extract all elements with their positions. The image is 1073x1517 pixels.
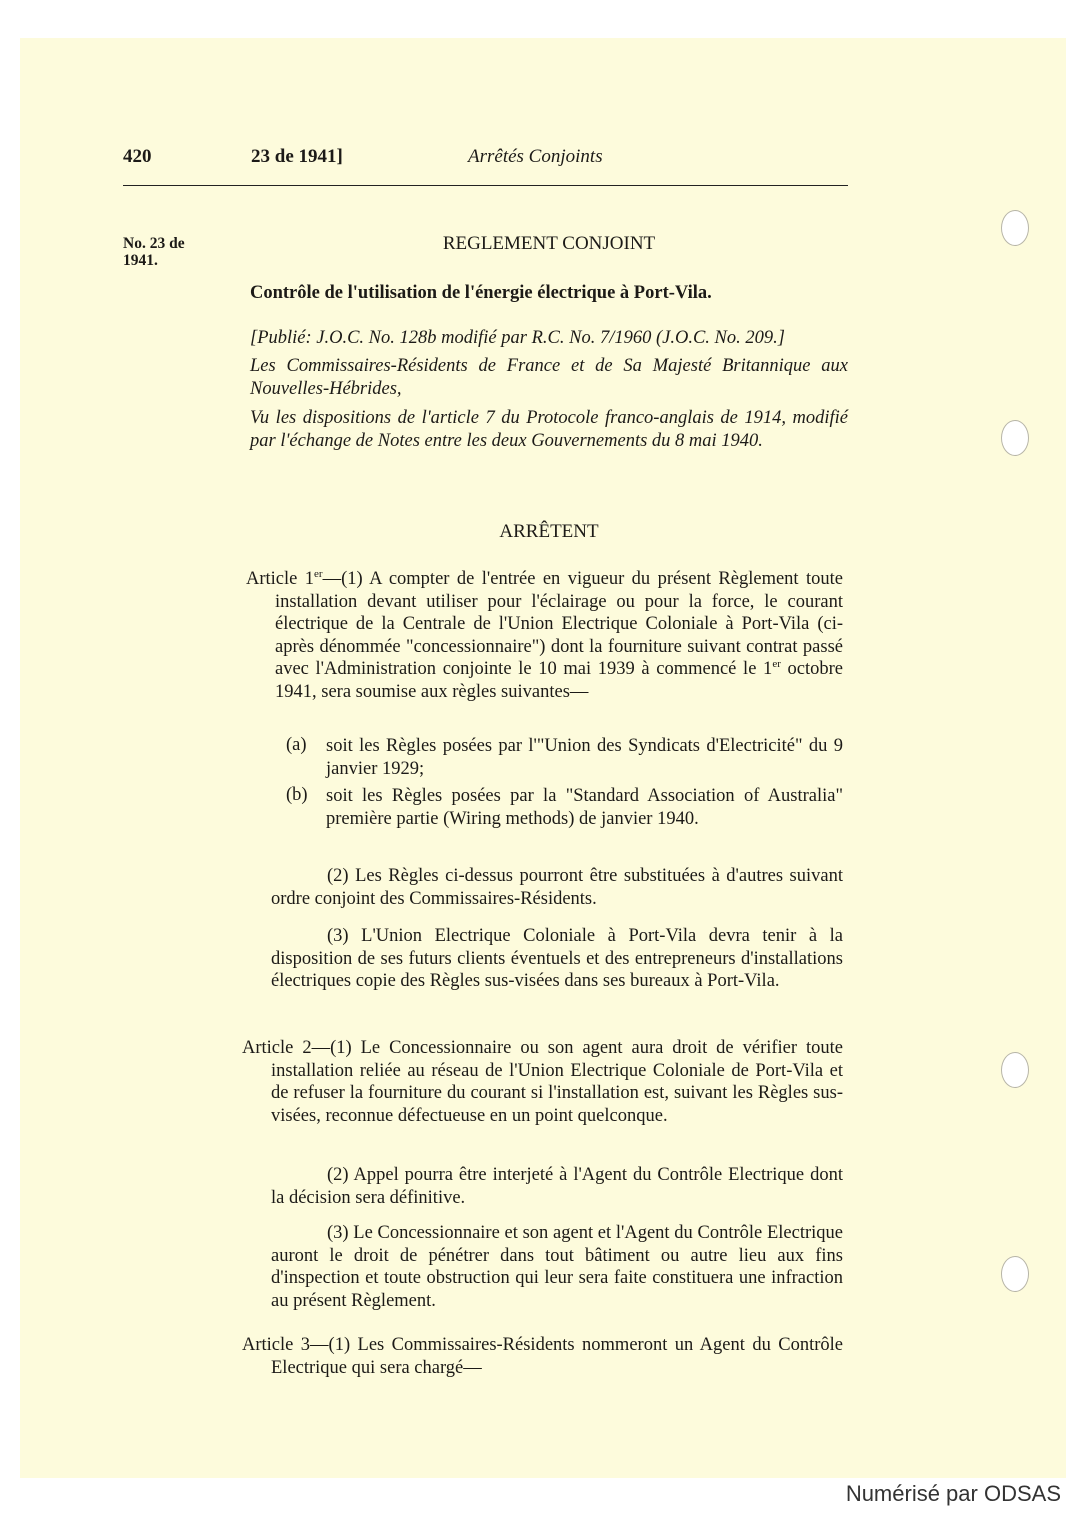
punch-hole-3 bbox=[1001, 1052, 1029, 1088]
article-1-label: Article 1 bbox=[246, 569, 315, 589]
page-number: 420 bbox=[123, 146, 152, 167]
running-ref: 23 de 1941] bbox=[251, 146, 343, 167]
margin-note-line1: No. 23 de bbox=[123, 235, 185, 252]
item-a-text: soit les Règles posées par l'"Union des Syndicats d'Electricité" du 9 janvier 1929; bbox=[326, 736, 843, 779]
article-1-label-sup: er bbox=[314, 567, 323, 580]
punch-hole-2 bbox=[1001, 420, 1029, 456]
margin-note bbox=[123, 235, 185, 269]
article-1-paragraph-3: (3) L'Union Electrique Coloniale à Port-Vila devra tenir à la disposition de ses futurs clients éventuels et des entrepreneurs d'installations électriques copie des Règles sus-visées dans ses bureaux à Port-Vila. bbox=[271, 926, 843, 991]
preamble-commissioners: Les Commissaires-Résidents de France et de Sa Majesté Britannique aux Nouvelles-Hébrides, bbox=[250, 356, 848, 399]
item-a-label: (a) bbox=[286, 735, 307, 755]
article-2-paragraph-1: Article 2—(1) Le Concessionnaire ou son agent aura droit de vérifier toute installation reliée au réseau de l'Union Electrique Coloniale de Port-Vila et de refuser la fourniture du courant si l'installation est, suivant les Règles sus-visées, reconnue défectueuse en un point quelconque. bbox=[242, 1038, 843, 1126]
punch-hole-1 bbox=[1001, 210, 1029, 246]
punch-hole-4 bbox=[1001, 1256, 1029, 1292]
item-b-text: soit les Règles posées par la "Standard Association of Australia" première partie (Wiring methods) de janvier 1940. bbox=[326, 786, 843, 829]
arretent-heading: ARRÊTENT bbox=[499, 521, 599, 542]
article-2-paragraph-3: (3) Le Concessionnaire et son agent et l'Agent du Contrôle Electrique auront le droit de pénétrer dans tout bâtiment ou autre lieu aux fins d'inspection et toute obstruction qui leur sera faite constituera une infraction au présent Règlement. bbox=[271, 1223, 843, 1311]
article-1-date-sup: er bbox=[772, 657, 781, 670]
document-heading: REGLEMENT CONJOINT bbox=[442, 233, 656, 254]
article-1-paragraph-2: (2) Les Règles ci-dessus pourront être substituées à d'autres suivant ordre conjoint des Commissaires-Résidents. bbox=[271, 866, 843, 909]
document-subheading: Contrôle de l'utilisation de l'énergie électrique à Port-Vila. bbox=[250, 283, 712, 303]
article-2-paragraph-2: (2) Appel pourra être interjeté à l'Agent du Contrôle Electrique dont la décision sera définitive. bbox=[271, 1165, 843, 1208]
article-1-text-a: —(1) A compter de l'entrée en vigueur du présent Règlement toute installation devant utiliser pour l'éclairage ou pour la force, le courant électrique de la Centrale de l'Union Electrique Coloniale à Port-Vila (ci-après dénommée "concessionnaire") dont la fourniture suivant contrat passé avec l'Administration conjointe le 10 mai 1939 à commencé le 1 bbox=[275, 569, 843, 679]
article-1-text-b: octobre 1941, sera soumise aux règles suivantes— bbox=[275, 659, 843, 702]
digitization-credit: Numérisé par ODSAS bbox=[845, 1481, 1061, 1506]
running-title: Arrêtés Conjoints bbox=[468, 146, 603, 167]
margin-note-line2: 1941. bbox=[123, 252, 158, 269]
item-b-label: (b) bbox=[286, 785, 308, 805]
article-3-paragraph-1: Article 3—(1) Les Commissaires-Résidents nommeront un Agent du Contrôle Electrique qui sera chargé— bbox=[242, 1335, 843, 1378]
preamble-vu: Vu les dispositions de l'article 7 du Protocole franco-anglais de 1914, modifié par l'échange de Notes entre les deux Gouvernements du 8 mai 1940. bbox=[250, 408, 848, 451]
header-rule bbox=[123, 185, 848, 186]
publication-note: [Publié: J.O.C. No. 128b modifié par R.C. No. 7/1960 (J.O.C. No. 209.] bbox=[250, 328, 785, 348]
article-1-paragraph-1 bbox=[246, 567, 843, 703]
